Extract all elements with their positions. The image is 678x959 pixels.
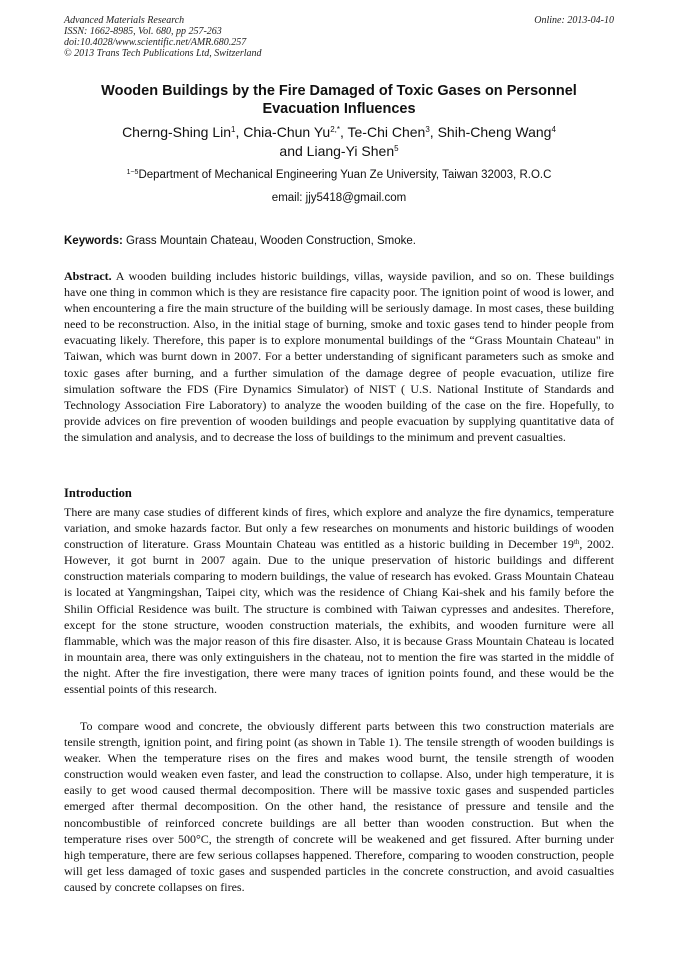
intro-text-part: , 2002. However, it got burnt in 2007 again. Due to the unique preservation of historic buildings and different construction materials comparing to modern buildings, the value of research has evoked. Grass Mountain Chateau is located at Yangmingshan, Taipei city, which was the residence of Chiang Kai-shek and his family before the Shilin Official Residence was built. The structure is combined with Taiwan cypresses and andesites. Therefore, except for the stone structure, wooden construction materials, the exhibits, and wooden furniture were all flammable, which was the major reason of this fire disaster. Also, it is because Grass Mountain Chateau is located in mountain area, there was only extinguishers in the chateau, not to mention the fire was started in the middle of the night. After the fire investigation, there were many traces of ignition points found, and these would be the essential points of this research.	[64, 537, 614, 697]
author-name: and Liang-Yi Shen	[279, 143, 395, 159]
author-sup: 1	[231, 125, 236, 134]
intro-text-part: There are many case studies of different kinds of fires, which explore and analyze the fire dynamics, temperature variation, and smoke hazards factor. But only a few researches on monuments and historic buildings of wooden construction of literature. Grass Mountain Chateau was entitled as a historic building in December 19	[64, 505, 614, 552]
author-sup: 5	[394, 144, 399, 153]
paper-title: Wooden Buildings by the Fire Damaged of Toxic Gases on Personnel Evacuation Influences	[101, 83, 577, 117]
keywords-label: Keywords:	[64, 235, 123, 247]
keywords-line	[64, 234, 614, 248]
intro-paragraph-1	[64, 504, 614, 697]
author-name: Shih-Cheng Wang	[437, 124, 552, 140]
author-sup: 4	[551, 125, 556, 134]
introduction-heading: Introduction	[64, 486, 132, 500]
author-sep: ,	[429, 124, 438, 140]
journal-copyright: © 2013 Trans Tech Publications Ltd, Switzerland	[64, 48, 262, 59]
journal-doi: doi:10.4028/www.scientific.net/AMR.680.257	[64, 37, 247, 48]
affiliation-text: Department of Mechanical Engineering Yuan Ze University, Taiwan 32003, R.O.C	[138, 169, 552, 181]
ordinal-sup: th	[573, 538, 580, 547]
author-sep: ,	[235, 124, 244, 140]
author-list	[64, 123, 614, 161]
affiliation-sup: 1~5	[126, 169, 139, 176]
author-sup: 2,*	[330, 125, 340, 134]
abstract-text: A wooden building includes historic buildings, villas, wayside pavilion, and so on. These buildings have one thing in common which is they are resistance fire capacity poor. The ignition point of wood is lower, and when encountering a fire the main structure of the building will be seriously damage. In most cases, these building need to be reconstruction. Also, in the initial stage of burning, smoke and toxic gases tend to hinder people from evacuating likely. Therefore, this paper is to explore monumental buildings of the “Grass Mountain Chateau" in Taiwan, which was burnt down in 2007. For a better understanding of significant parameters such as smoke and toxic gases after burning, and a further simulation of the damage degree of people evacuation, utilize fire simulation software the FDS (Fire Dynamics Simulator) of NIST ( U.S. National Institute of Standards and Technology Association Fire Laboratory) to analyze the wooden building of the case on the fire. Hopefully, to provide advices on fire prevention of wooden buildings and people evacuation by supplying quantitative data of the simulation and analysis, and to decrease the loss of buildings to the minimum and prevent casualties.	[64, 269, 615, 444]
abstract-label: Abstract.	[64, 269, 112, 283]
abstract-paragraph	[64, 268, 614, 445]
keywords-text: Grass Mountain Chateau, Wooden Construction, Smoke.	[126, 235, 416, 247]
intro-paragraph-2: To compare wood and concrete, the obviously different parts between this two construction materials are tensile strength, ignition point, and firing point (as shown in Table 1). The tensile strength of wooden buildings is weaker. When the temperature rises on the fires and makes wood burnt, the tensile strength of wooden construction would weaken even faster, and lead the construction to collapse. Also, under high temperature, it is easily to get wood caused thermal decomposition. There will be massive toxic gases and suspended particles emerged after thermal decomposition. On the other hand, the resistance of pressure and tensile and the noncombustible of reinforced concrete buildings are all better than wooden construction. But when the temperature rises over 500°C, the strength of concrete will be weakened and get fissured. After burning under high temperature, there are few serious collapses happened. Therefore, comparing to wooden construction, people will get less damaged of toxic gases and suspended particles in the concrete construction, and avoid casualties caused by concrete collapses on fires.	[64, 719, 614, 894]
author-sep: ,	[339, 124, 348, 140]
affiliation	[64, 168, 614, 182]
journal-name: Advanced Materials Research	[64, 15, 185, 26]
author-name: Chia-Chun Yu	[243, 124, 331, 140]
online-date: Online: 2013-04-10	[534, 15, 614, 26]
author-email: email: jjy5418@gmail.com	[271, 192, 407, 204]
journal-issn: ISSN: 1662-8985, Vol. 680, pp 257-263	[64, 26, 222, 37]
author-name: Cherng-Shing Lin	[122, 124, 232, 140]
journal-header	[64, 15, 262, 59]
author-sup: 3	[425, 125, 430, 134]
author-name: Te-Chi Chen	[347, 124, 426, 140]
